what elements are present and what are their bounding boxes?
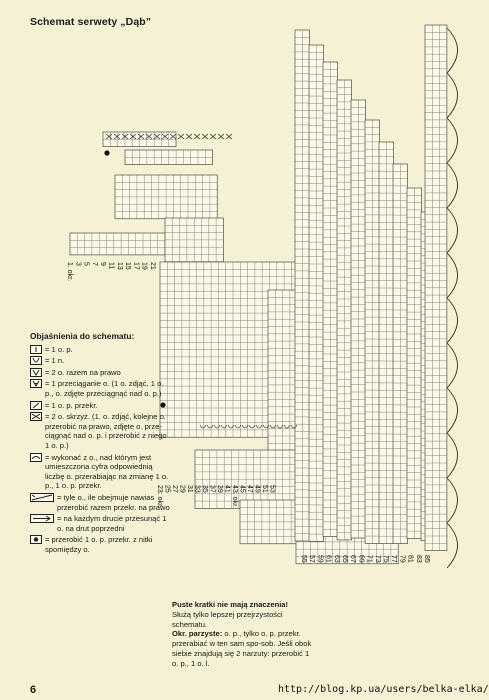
row-number-label: 49 [253,485,261,493]
page-number: 6 [30,684,37,696]
row-number-label: 81 [406,555,414,563]
row-number-label: 37 [208,485,216,493]
row-number-label: 63 [332,555,340,563]
row-number-label: 19 [140,262,148,270]
legend-text: = wykonać z o., nad którym jest umieszczona cyfra odpowiednią liczbę o. przerabiając na zmianę 1 o. p., 1 o. p. przekr. [45,452,169,491]
v-icon [30,368,42,377]
row-number-label: 77 [390,555,398,563]
chart-block [351,100,366,538]
row-number-label: 35 [201,485,208,493]
chart-block [393,164,408,544]
cross-icon [30,412,42,421]
chart-block [365,120,380,543]
dot-icon [30,535,42,544]
page-title: Schemat serwety „Dąb” [30,16,152,28]
notes-okr-label: Okr. parzyste: [172,629,223,639]
long-cross-icon [30,493,54,502]
loop-icon [30,356,42,365]
legend-item-yarn-over [30,356,170,366]
notes [172,600,312,669]
row-number-label: 47 [246,485,253,493]
chart-block [165,218,223,262]
row-number-label: 59 [316,555,324,563]
row-number-label: 31 [186,485,193,493]
row-number-label: 75 [382,555,389,563]
row-number-label: 27 [171,485,178,493]
row-number-label: 53 [268,485,276,493]
legend-text: = tyle o., ile obejmuje nawias przerobić razem przekr. na prawo [57,492,170,512]
legend-text: = 2 o. razem na prawo [45,367,121,377]
legend-text: = 1 o. p. przekr. [45,400,98,410]
legend-text: = 1 n. [45,356,65,366]
legend-heading: Objaśnienia do schematu: [30,331,135,341]
legend-text: = na każdym drucie przesunąć 1 o. na drut poprzedni [57,514,167,533]
legend [30,332,170,556]
chart-block [115,175,217,219]
blog-watermark: http://blog.kp.ua/users/belka-elka/ [278,684,489,695]
row-number-label: 85 [423,555,430,563]
legend-text: = 2 o. skrzyż. (1. o. zdjąć, kolejne o. przerobić na prawo, zdjęte o. prze-ciągnąć nad o. p. i przerobić z niego 1 o. p.) [45,412,167,450]
notes-lead-text: Służą tylko lepszej przejrzystości schematu. [172,609,283,629]
legend-item-skp [30,379,170,398]
legend-item-cross [30,412,170,450]
row-number-label: 9 [99,262,107,266]
legend-item-shift [30,514,170,533]
bar-icon [30,345,42,354]
row-number-label: 67 [349,555,357,563]
chart-block [125,150,213,165]
row-number-label: 17 [132,262,140,270]
row-number-label: 43. okr. [231,485,238,508]
v-check-icon [30,379,42,388]
legend-item-increase [30,453,170,491]
chart-block [323,62,338,537]
row-number-label: 13 [115,262,123,270]
notes-okr-text: o. p., tylko o. p. przekr. przerabiać w ten sam spo-sob. Jeśli obok siebie znajdują się 2 narzuty: przerobić 1 o. p., 1 o. l. [172,629,312,668]
chart-block [295,30,310,541]
legend-text: = przerobić 1 o. p. przekr. z nitki spomiędzy o. [45,535,153,554]
row-number-label: 29 [178,485,186,493]
chart-block [425,25,447,551]
row-number-label: 15 [124,262,132,270]
chart-block [407,188,422,538]
row-number-label: 11 [107,262,115,270]
row-number-label: 79 [398,555,406,563]
legend-item-bracket-decrease [30,493,170,512]
row-number-label: 45 [238,485,246,493]
row-number-label: 23. okr. [156,485,163,508]
notes-lead-bold: Puste kratki nie mają znaczenia! [172,600,289,609]
row-number-label: 71 [365,555,373,563]
row-number-label: 1. okr. [66,262,73,282]
row-number-label: 69 [357,555,365,563]
row-number-label: 3 [74,262,82,266]
row-number-label: 5 [82,262,90,266]
row-number-label: 83 [414,555,422,563]
row-number-label: 51 [261,485,268,493]
row-number-label: 41 [223,485,231,493]
legend-text: = 1 o. p. [45,344,73,354]
chart-block [379,142,394,544]
legend-text: = 1 przeciąganie o. (1 o. zdjąć, 1 o. p., o. zdjęte przeciągnąć nad o. p.) [45,379,164,398]
slash-icon [30,401,42,410]
arc-icon [30,453,42,462]
legend-item-strand [30,535,170,554]
legend-item-k2tog [30,368,170,378]
chart-block [309,45,324,541]
row-number-label: 21 [149,262,156,270]
arrow-icon [30,514,54,523]
row-number-label: 55 [300,555,307,563]
row-number-label: 73 [373,555,381,563]
row-number-label: 39 [216,485,223,493]
chart-block [337,80,352,540]
row-number-label: 7 [90,262,98,266]
row-number-label: 33 [193,485,201,493]
scalloped-edge [447,28,458,568]
row-number-label: 57 [308,555,316,563]
row-number-label: 25 [163,485,171,493]
row-number-label: 65 [341,555,348,563]
row-number-label: 61 [324,555,332,563]
legend-item-knit [30,345,170,355]
legend-item-twisted [30,401,170,411]
